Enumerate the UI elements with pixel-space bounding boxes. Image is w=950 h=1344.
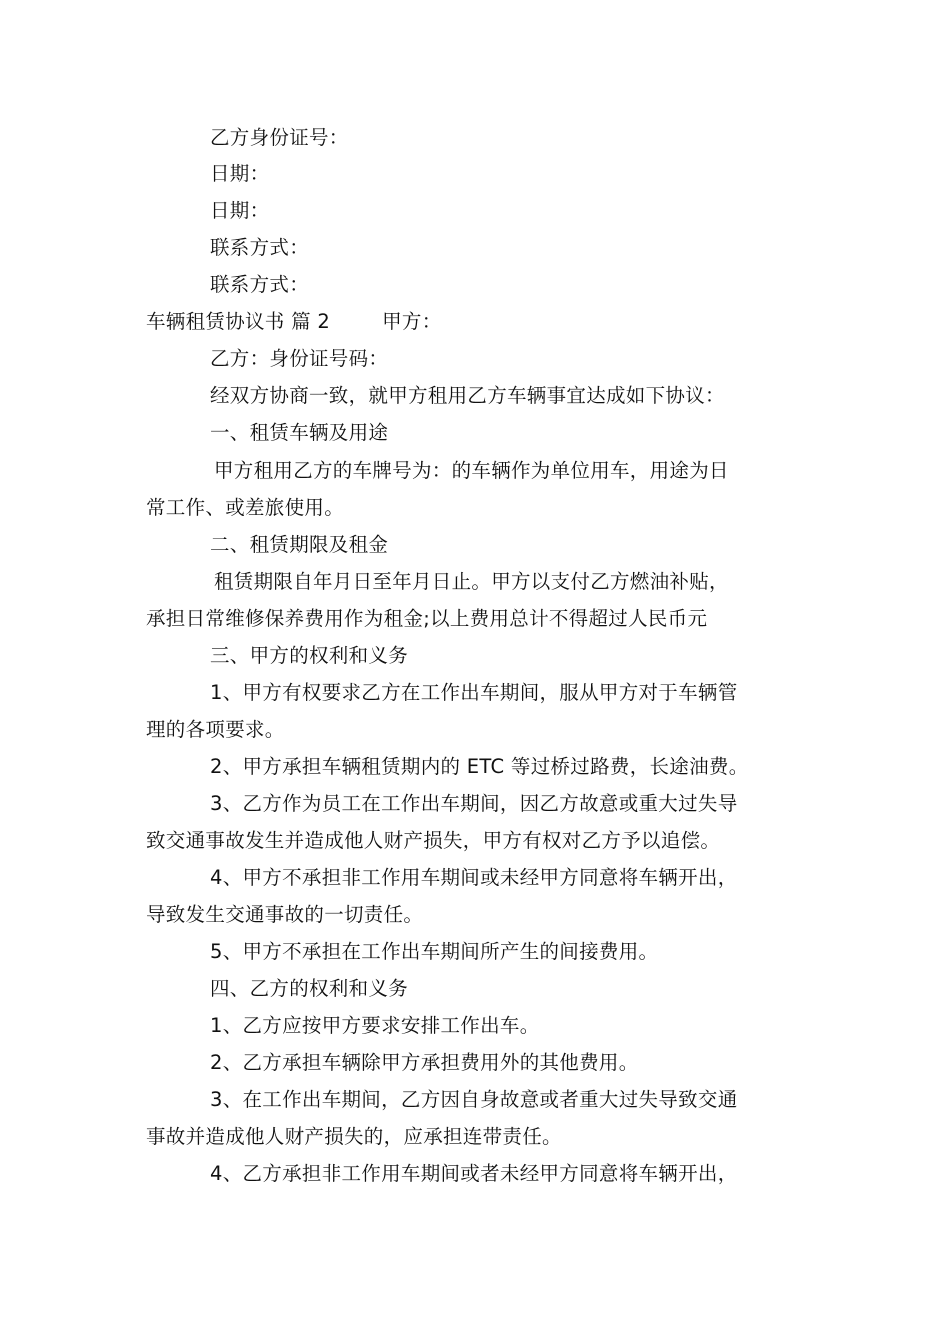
clause-text: 3、乙方作为员工在工作出车期间，因乙方故意或重大过失导 xyxy=(210,792,738,815)
agreement-intro: 经双方协商一致，就甲方租用乙方车辆事宜达成如下协议： xyxy=(210,384,725,407)
party-b-id-number-label: 乙方：身份证号码： xyxy=(210,347,389,370)
date-label: 日期： xyxy=(210,199,270,222)
clause-text: 1、乙方应按甲方要求安排工作出车。 xyxy=(210,1014,540,1037)
clause-text: 5、甲方不承担在工作出车期间所产生的间接费用。 xyxy=(210,940,659,963)
clause-text: 1、甲方有权要求乙方在工作出车期间，服从甲方对于车辆管 xyxy=(210,681,738,704)
clause-text: 事故并造成他人财产损失的，应承担连带责任。 xyxy=(146,1125,562,1148)
clause-text: 致交通事故发生并造成他人财产损失，甲方有权对乙方予以追偿。 xyxy=(146,829,721,852)
party-a-label: 甲方： xyxy=(382,310,442,333)
clause-text: 3、在工作出车期间，乙方因自身故意或者重大过失导致交通 xyxy=(210,1088,738,1111)
paragraph-text: 租赁期限自年月日至年月日止。甲方以支付乙方燃油补贴， xyxy=(214,570,729,593)
document-title: 车辆租赁协议书 篇 2 xyxy=(146,310,331,333)
clause-text: 2、甲方承担车辆租赁期内的 ETC 等过桥过路费，长途油费。 xyxy=(210,755,749,778)
section-heading: 一、租赁车辆及用途 xyxy=(210,421,389,444)
document-title-line xyxy=(146,304,816,340)
clause-text: 理的各项要求。 xyxy=(146,718,285,741)
clause-text: 2、乙方承担车辆除甲方承担费用外的其他费用。 xyxy=(210,1051,639,1074)
date-label: 日期： xyxy=(210,162,270,185)
clause-text: 导致发生交通事故的一切责任。 xyxy=(146,903,424,926)
paragraph-text: 常工作、或差旅使用。 xyxy=(146,496,345,519)
contact-label: 联系方式： xyxy=(210,236,310,259)
section-heading: 二、租赁期限及租金 xyxy=(210,533,389,556)
contact-label: 联系方式： xyxy=(210,273,310,296)
paragraph-text: 承担日常维修保养费用作为租金;以上费用总计不得超过人民币元 xyxy=(146,607,708,630)
clause-text: 4、乙方承担非工作用车期间或者未经甲方同意将车辆开出， xyxy=(210,1162,738,1185)
section-heading: 三、甲方的权利和义务 xyxy=(210,644,409,667)
party-b-id-label: 乙方身份证号： xyxy=(210,126,349,149)
section-heading: 四、乙方的权利和义务 xyxy=(210,977,409,1000)
clause-text: 4、甲方不承担非工作用车期间或未经甲方同意将车辆开出， xyxy=(210,866,738,889)
paragraph-text: 甲方租用乙方的车牌号为：的车辆作为单位用车，用途为日 xyxy=(214,459,729,482)
